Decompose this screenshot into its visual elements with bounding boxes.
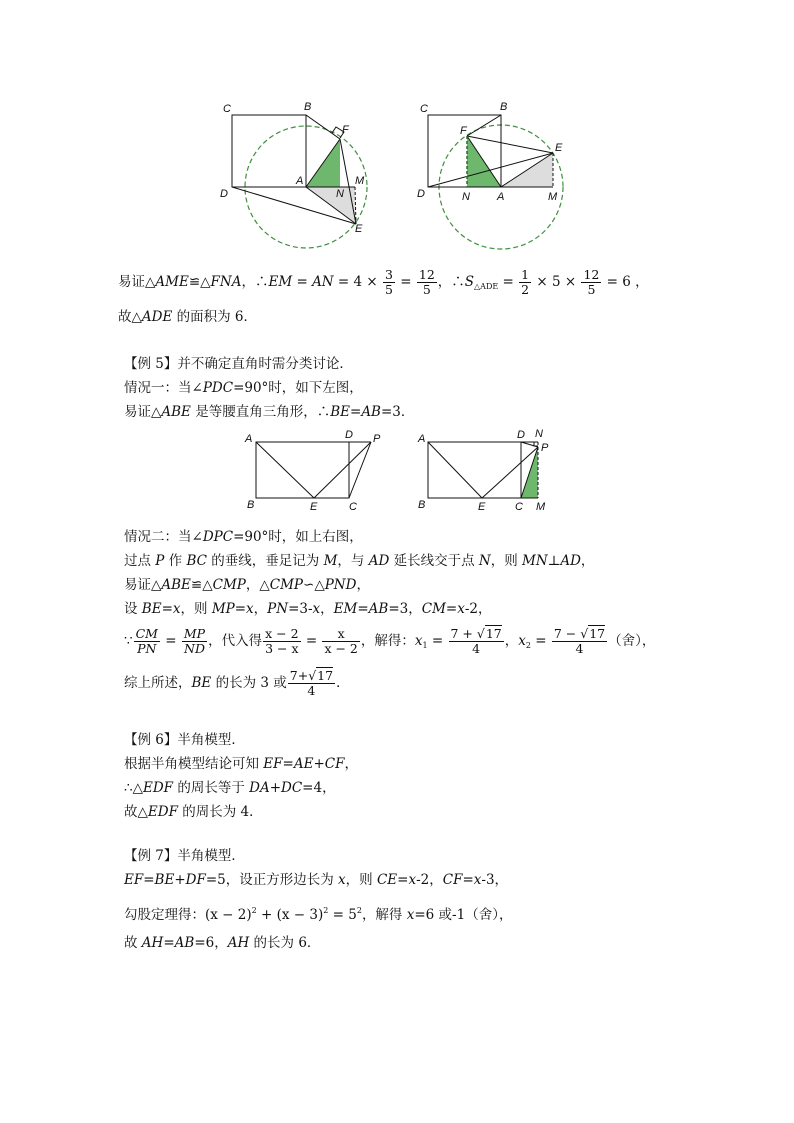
figure-4 [415,426,565,516]
label-A: A [245,433,253,445]
ex7-line3: 故 AH=AB=6，AH 的长为 6． [124,935,321,951]
label-E: E [310,501,318,513]
label-E: E [555,142,563,154]
fraction: $\frac{7+√17}{4}$ [289,668,334,698]
figure-3 [240,426,390,516]
ex4-line-2: 故△ADE 的面积为 6． [118,309,257,325]
ex6-line2: ∴△EDF 的周长等于 DA+DC=4， [124,780,336,796]
ex5-case2-line2: 过点 P 作 BC 的垂线，垂足记为 M，与 AD 延长线交于点 N，则 MN⊥AD， [124,553,595,569]
label-B: B [304,101,312,113]
fraction: $\frac{x - 2}{3 - x}$ [265,626,299,656]
label-B: B [247,499,255,511]
fraction: $\frac{12}{5}$ [418,267,435,297]
label-N: N [336,188,344,200]
ex5-title: 【例 5】并不确定直角时需分类讨论． [124,356,353,372]
ex5-case1-line2: 易证△ABE 是等腰直角三角形，∴BE=AB=3． [124,404,415,420]
label-A: A [296,175,304,187]
label-C: C [223,103,231,115]
label-M: M [536,501,546,513]
label-F: F [342,124,349,136]
ex6-title: 【例 6】半角模型． [124,732,245,748]
ex5-case1-line1: 情况一：当∠PDC=90°时，如下左图， [124,380,363,396]
fraction: $\frac{7 - √17}{4}$ [553,626,606,656]
label-A: A [497,191,505,203]
label-E: E [478,501,486,513]
ex5-case2-line3: 易证△ABE≌△CMP，△CMP∽△PND， [124,577,370,593]
label-F: F [460,125,467,137]
label-D: D [345,429,353,441]
ex5-case2-line6: 综上所述，BE 的长为 3 或 $\frac{7+√17}{4}$ ． [124,668,350,698]
label-D: D [220,188,228,200]
ex5-case2-line5: ∵ $\frac{CM}{PN}$ = $\frac{MP}{ND}$ ，代入得 $\frac{x - 2}{3 - x}$ = $\frac{x}{x - 2}$ ，解得：$x_1$ = $\frac{7 + √17}{4}$ ，$x_2$ = $\frac{7 - √17}{4}$ （舍）， [124,626,656,656]
ex7-title: 【例 7】半角模型． [124,848,245,864]
ex7-line1: EF=BE+DF=5，设正方形边长为 x，则 CE=x-2，CF=x-3， [124,872,509,888]
fraction: $\frac{MP}{ND}$ [183,626,206,656]
label-D: D [517,429,525,441]
label-M: M [355,175,365,187]
fraction: $\frac{1}{2}$ [521,267,530,297]
fraction: $\frac{CM}{PN}$ [135,626,158,656]
fraction: $\frac{x}{x - 2}$ [324,626,358,656]
label-D: D [417,188,425,200]
fraction: $\frac{12}{5}$ [583,267,600,297]
ex5-case2-line4: 设 BE=x，则 MP=x，PN=3-x，EM=AB=3，CM=x-2， [124,601,492,617]
figure-1 [215,98,385,258]
label-N: N [462,191,470,203]
ex4-line-1: 易证△AME≌△FNA，∴EM = AN = 4 × $\frac{3}{5}$ = $\frac{12}{5}$ ，$\therefore S_{\triangle ADE}$ = $\frac{1}{2}$ × 5 × $\frac{12}{5}$ = 6 ， [118,267,649,297]
ex6-line3: 故△EDF 的周长为 4． [124,804,263,820]
label-P: P [373,433,381,445]
label-C: C [349,501,357,513]
label-P: P [541,442,549,454]
label-B: B [418,499,426,511]
label-B: B [500,101,508,113]
figure-2 [410,98,580,258]
label-M: M [548,191,558,203]
fraction: $\frac{7 + √17}{4}$ [450,626,502,656]
ex6-line1: 根据半角模型结论可知 EF=AE+CF， [124,756,358,772]
label-C: C [515,501,523,513]
ex5-case2-line1: 情况二：当∠DPC=90°时，如上右图， [124,529,363,545]
label-E: E [355,223,363,235]
label-A: A [418,433,426,445]
label-C: C [420,103,428,115]
label-N: N [535,428,543,440]
fraction: $\frac{3}{5}$ [385,267,393,297]
ex7-line2: 勾股定理得：$(x - 2)^2 + (x - 3)^2 = 5^2$，解得 x=6 或-1（舍）， [124,906,513,923]
